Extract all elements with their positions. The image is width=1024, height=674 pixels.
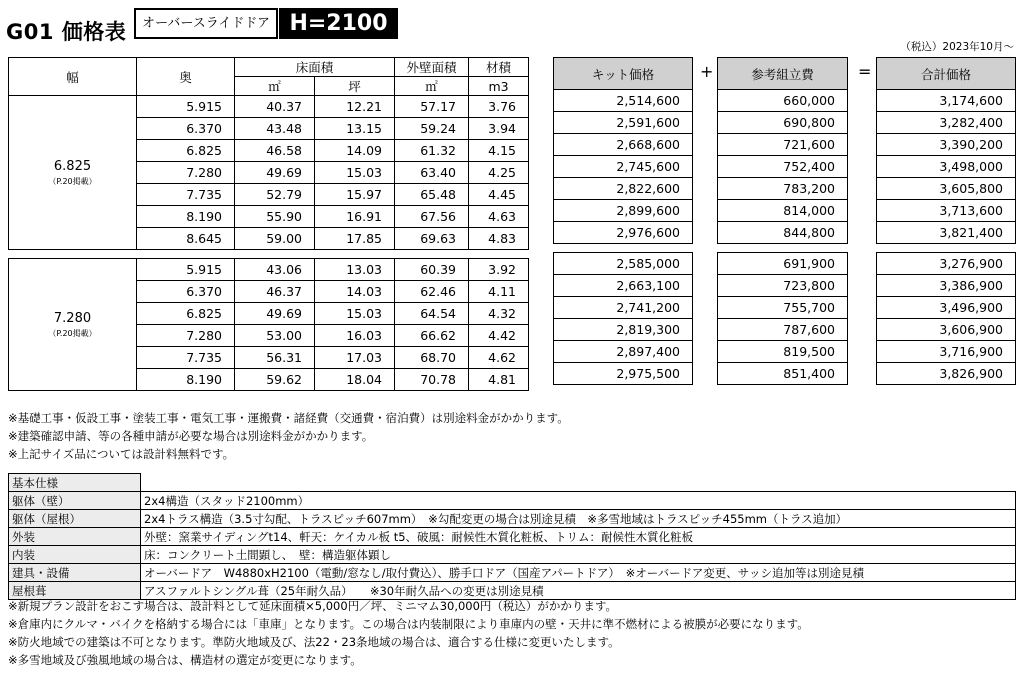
spec-row	[9, 510, 1016, 528]
spec-value: アスファルトシングル葺（25年耐久品） ※30年耐久品への変更は別途見積	[141, 582, 1016, 600]
floor-tsubo-cell: 12.21	[315, 96, 395, 118]
total-price-table	[876, 57, 1016, 385]
spec-label: 建具・設備	[9, 564, 141, 582]
kit-price-cell: 2,514,600	[554, 90, 693, 112]
total-price-cell: 3,386,900	[877, 275, 1016, 297]
depth-cell: 7.735	[137, 184, 235, 206]
floor-tsubo-cell: 17.03	[315, 347, 395, 369]
depth-cell: 8.645	[137, 228, 235, 250]
wall-area-cell: 63.40	[395, 162, 469, 184]
wall-area-cell: 67.56	[395, 206, 469, 228]
spec-value: 2x4トラス構造（3.5寸勾配、トラスピッチ607mm） ※勾配変更の場合は別途見積 ※多雪地域はトラスピッチ455mm（トラス追加）	[141, 510, 1016, 528]
material-volume-cell: 4.15	[469, 140, 529, 162]
table-row	[877, 319, 1016, 341]
floor-tsubo-cell: 16.03	[315, 325, 395, 347]
floor-m2-cell: 53.00	[235, 325, 315, 347]
table-row	[718, 222, 848, 244]
material-volume-cell: 4.62	[469, 347, 529, 369]
spec-title: 基本仕様	[9, 474, 141, 492]
floor-m2-cell: 40.37	[235, 96, 315, 118]
floor-m2-cell: 46.37	[235, 281, 315, 303]
depth-cell: 8.190	[137, 206, 235, 228]
material-volume-cell: 4.83	[469, 228, 529, 250]
spec-row	[9, 528, 1016, 546]
table-row	[718, 363, 848, 385]
depth-cell: 6.825	[137, 303, 235, 325]
table-row	[877, 363, 1016, 385]
header-kit-price: キット価格	[554, 58, 693, 90]
width-value: 7.280	[53, 310, 92, 326]
table-row	[554, 363, 693, 385]
table-row	[877, 90, 1016, 112]
table-row	[718, 90, 848, 112]
spec-value: オーバードア W4880xH2100（電動/窓なし/取付費込）、勝手口ドア（国産アパートドア） ※オーバードア変更、サッシ追加等は別途見積	[141, 564, 1016, 582]
wall-area-cell: 69.63	[395, 228, 469, 250]
depth-cell: 7.280	[137, 162, 235, 184]
spec-label: 内装	[9, 546, 141, 564]
unit-m3: m3	[469, 77, 529, 96]
kit-price-cell: 2,741,200	[554, 297, 693, 319]
wall-area-cell: 62.46	[395, 281, 469, 303]
spec-value: 外壁：窯業サイディングt14、軒天：ケイカル板 t5、破風：耐候性木質化粧板、トリム：耐候性木質化粧板	[141, 528, 1016, 546]
kit-price-cell: 2,897,400	[554, 341, 693, 363]
door-type-label: オーバースライドドア	[134, 8, 278, 39]
floor-tsubo-cell: 17.85	[315, 228, 395, 250]
material-volume-cell: 4.63	[469, 206, 529, 228]
wall-area-cell: 57.17	[395, 96, 469, 118]
spec-row	[9, 564, 1016, 582]
table-row	[554, 178, 693, 200]
total-price-cell: 3,390,200	[877, 134, 1016, 156]
table-row	[718, 156, 848, 178]
header-width: 幅	[9, 58, 137, 96]
floor-m2-cell: 56.31	[235, 347, 315, 369]
table-row	[554, 112, 693, 134]
table-row	[554, 200, 693, 222]
total-price-cell: 3,821,400	[877, 222, 1016, 244]
wall-area-cell: 59.24	[395, 118, 469, 140]
dimensions-table	[8, 57, 529, 391]
kit-price-cell: 2,819,300	[554, 319, 693, 341]
depth-cell: 6.370	[137, 281, 235, 303]
wall-area-cell: 61.32	[395, 140, 469, 162]
assembly-cost-cell: 721,600	[718, 134, 848, 156]
depth-cell: 8.190	[137, 369, 235, 391]
floor-m2-cell: 52.79	[235, 184, 315, 206]
width-cell	[9, 259, 137, 391]
table-row	[877, 275, 1016, 297]
wall-area-cell: 60.39	[395, 259, 469, 281]
floor-m2-cell: 49.69	[235, 303, 315, 325]
total-price-cell: 3,174,600	[877, 90, 1016, 112]
floor-tsubo-cell: 15.97	[315, 184, 395, 206]
spec-label: 躯体（壁）	[9, 492, 141, 510]
depth-cell: 5.915	[137, 259, 235, 281]
material-volume-cell: 4.32	[469, 303, 529, 325]
wall-area-cell: 65.48	[395, 184, 469, 206]
assembly-cost-cell: 787,600	[718, 319, 848, 341]
spec-row	[9, 582, 1016, 600]
material-volume-cell: 4.42	[469, 325, 529, 347]
kit-price-cell: 2,585,000	[554, 253, 693, 275]
tax-note: （税込）2023年10月〜	[900, 41, 1014, 53]
note-bottom-3: ※防火地域での建築は不可となります。準防火地域及び、法22・23条地域の場合は、適合する仕様に変更いたします。	[8, 635, 620, 649]
kit-price-cell: 2,745,600	[554, 156, 693, 178]
kit-price-cell: 2,976,600	[554, 222, 693, 244]
total-price-cell: 3,605,800	[877, 178, 1016, 200]
total-price-cell: 3,713,600	[877, 200, 1016, 222]
page-title: G01 価格表	[6, 20, 127, 44]
floor-tsubo-cell: 13.03	[315, 259, 395, 281]
kit-price-cell: 2,591,600	[554, 112, 693, 134]
table-row	[718, 112, 848, 134]
height-label: H=2100	[279, 8, 398, 39]
table-row	[877, 112, 1016, 134]
material-volume-cell: 3.92	[469, 259, 529, 281]
assembly-cost-cell: 660,000	[718, 90, 848, 112]
note-bottom-4: ※多雪地域及び強風地域の場合は、構造材の選定が変更になります。	[8, 653, 362, 667]
note-top-2: ※建築確認申請、等の各種申請が必要な場合は別途料金がかかります。	[8, 429, 374, 443]
table-row	[718, 341, 848, 363]
plus-sign: +	[700, 62, 714, 81]
material-volume-cell: 4.45	[469, 184, 529, 206]
table-row	[718, 134, 848, 156]
unit-tsubo: 坪	[315, 77, 395, 96]
table-row	[718, 297, 848, 319]
floor-tsubo-cell: 14.03	[315, 281, 395, 303]
assembly-cost-cell: 844,800	[718, 222, 848, 244]
table-row	[718, 319, 848, 341]
table-row	[877, 156, 1016, 178]
table-row	[877, 200, 1016, 222]
table-row	[554, 297, 693, 319]
spec-value: 2x4構造（スタッド2100mm）	[141, 492, 1016, 510]
total-price-cell: 3,716,900	[877, 341, 1016, 363]
note-bottom-2: ※倉庫内にクルマ・バイクを格納する場合には「車庫」となります。この場合は内装制限により車庫内の壁・天井に準不燃材による被膜が必要になります。	[8, 617, 809, 631]
width-cell	[9, 96, 137, 250]
wall-area-cell: 68.70	[395, 347, 469, 369]
table-row	[554, 319, 693, 341]
kit-price-cell: 2,663,100	[554, 275, 693, 297]
header-floor-area: 床面積	[235, 58, 395, 77]
floor-m2-cell: 46.58	[235, 140, 315, 162]
depth-cell: 6.825	[137, 140, 235, 162]
spec-label: 躯体（屋根）	[9, 510, 141, 528]
depth-cell: 7.735	[137, 347, 235, 369]
table-row	[554, 134, 693, 156]
table-row	[9, 259, 529, 281]
assembly-cost-cell: 690,800	[718, 112, 848, 134]
table-row	[9, 96, 529, 118]
total-price-cell: 3,282,400	[877, 112, 1016, 134]
floor-m2-cell: 59.62	[235, 369, 315, 391]
spec-table	[8, 473, 1016, 600]
material-volume-cell: 4.11	[469, 281, 529, 303]
header-material: 材積	[469, 58, 529, 77]
floor-m2-cell: 55.90	[235, 206, 315, 228]
note-top-1: ※基礎工事・仮設工事・塗装工事・電気工事・運搬費・諸経費（交通費・宿泊費）は別途料金がかかります。	[8, 411, 569, 425]
spec-label: 屋根葺	[9, 582, 141, 600]
table-row	[718, 178, 848, 200]
total-price-cell: 3,826,900	[877, 363, 1016, 385]
assembly-cost-cell: 752,400	[718, 156, 848, 178]
header-assembly-cost: 参考組立費	[718, 58, 848, 90]
table-row	[718, 253, 848, 275]
material-volume-cell: 4.25	[469, 162, 529, 184]
unit-wall-m2: ㎡	[395, 77, 469, 96]
assembly-cost-table	[717, 57, 848, 385]
material-volume-cell: 3.76	[469, 96, 529, 118]
table-row	[554, 156, 693, 178]
table-row	[554, 90, 693, 112]
spec-row	[9, 492, 1016, 510]
assembly-cost-cell: 691,900	[718, 253, 848, 275]
table-row	[554, 222, 693, 244]
assembly-cost-cell: 814,000	[718, 200, 848, 222]
table-row	[718, 200, 848, 222]
depth-cell: 6.370	[137, 118, 235, 140]
table-row	[877, 178, 1016, 200]
equal-sign: =	[858, 62, 872, 81]
wall-area-cell: 66.62	[395, 325, 469, 347]
assembly-cost-cell: 755,700	[718, 297, 848, 319]
kit-price-cell: 2,668,600	[554, 134, 693, 156]
header-total-price: 合計価格	[877, 58, 1016, 90]
header-wall-area: 外壁面積	[395, 58, 469, 77]
material-volume-cell: 3.94	[469, 118, 529, 140]
floor-m2-cell: 43.48	[235, 118, 315, 140]
unit-m2: ㎡	[235, 77, 315, 96]
table-row	[877, 253, 1016, 275]
kit-price-cell: 2,899,600	[554, 200, 693, 222]
spec-row	[9, 546, 1016, 564]
floor-tsubo-cell: 18.04	[315, 369, 395, 391]
floor-m2-cell: 49.69	[235, 162, 315, 184]
table-row	[554, 253, 693, 275]
floor-tsubo-cell: 14.09	[315, 140, 395, 162]
spec-value: 床：コンクリート土間顕し、 壁：構造躯体顕し	[141, 546, 1016, 564]
assembly-cost-cell: 819,500	[718, 341, 848, 363]
page-ref: （P.20掲載）	[48, 329, 97, 339]
kit-price-table	[553, 57, 693, 385]
total-price-cell: 3,496,900	[877, 297, 1016, 319]
depth-cell: 5.915	[137, 96, 235, 118]
floor-tsubo-cell: 15.03	[315, 162, 395, 184]
spec-label: 外装	[9, 528, 141, 546]
note-bottom-1: ※新規プラン設計をおこす場合は、設計料として延床面積×5,000円／坪、ミニマム30,000円（税込）がかかります。	[8, 599, 618, 613]
assembly-cost-cell: 783,200	[718, 178, 848, 200]
table-row	[718, 275, 848, 297]
note-top-3: ※上記サイズ品については設計料無料です。	[8, 447, 235, 461]
assembly-cost-cell: 851,400	[718, 363, 848, 385]
floor-m2-cell: 59.00	[235, 228, 315, 250]
table-row	[877, 222, 1016, 244]
table-row	[877, 297, 1016, 319]
wall-area-cell: 64.54	[395, 303, 469, 325]
floor-tsubo-cell: 16.91	[315, 206, 395, 228]
kit-price-cell: 2,975,500	[554, 363, 693, 385]
page-ref: （P.20掲載）	[48, 177, 97, 187]
total-price-cell: 3,606,900	[877, 319, 1016, 341]
wall-area-cell: 70.78	[395, 369, 469, 391]
floor-tsubo-cell: 15.03	[315, 303, 395, 325]
kit-price-cell: 2,822,600	[554, 178, 693, 200]
total-price-cell: 3,498,000	[877, 156, 1016, 178]
assembly-cost-cell: 723,800	[718, 275, 848, 297]
material-volume-cell: 4.81	[469, 369, 529, 391]
width-value: 6.825	[53, 158, 92, 174]
floor-m2-cell: 43.06	[235, 259, 315, 281]
table-row	[554, 275, 693, 297]
table-row	[877, 341, 1016, 363]
depth-cell: 7.280	[137, 325, 235, 347]
table-row	[877, 134, 1016, 156]
total-price-cell: 3,276,900	[877, 253, 1016, 275]
header-depth: 奥	[137, 58, 235, 96]
floor-tsubo-cell: 13.15	[315, 118, 395, 140]
table-row	[554, 341, 693, 363]
